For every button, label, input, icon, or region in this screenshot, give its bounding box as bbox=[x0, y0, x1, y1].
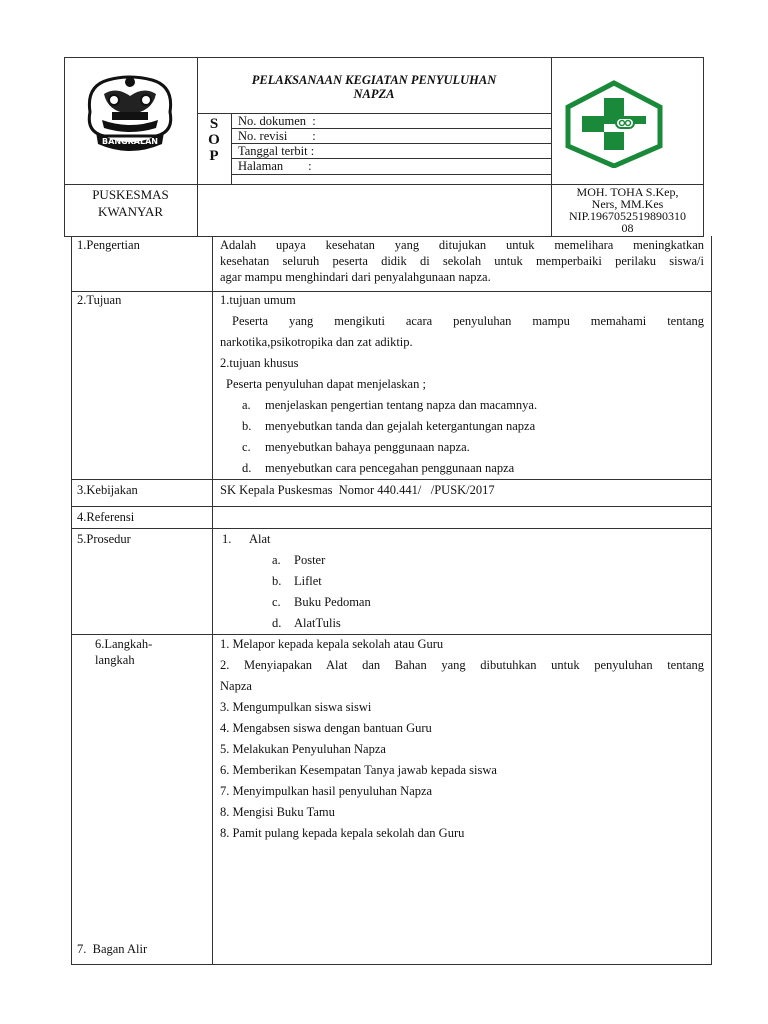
langkah-step: 7. Menyimpulkan hasil penyuluhan Napza bbox=[220, 784, 433, 798]
pengertian-line-2: kesehatan seluruh peserta didik di sekolah untuk memperbaiki perilaku siswa/i bbox=[220, 254, 704, 268]
langkah-step: 1. Melapor kepada kepala sekolah atau Guru bbox=[220, 637, 444, 651]
field-no-dokumen: No. dokumen : bbox=[238, 114, 316, 128]
tujuan-item-marker: b. bbox=[242, 419, 252, 433]
tujuan-item-text: menyebutkan bahaya penggunaan napza. bbox=[265, 440, 470, 454]
org-name-line-2: KWANYAR bbox=[98, 204, 163, 219]
prosedur-item-marker: d. bbox=[272, 616, 282, 630]
sop-letter-o: O bbox=[208, 132, 220, 148]
tujuan-umum-line-1: Peserta yang mengikuti acara penyuluhan mampu memahami tentang bbox=[232, 314, 704, 328]
signatory-line-2: Ners, MM.Kes bbox=[591, 197, 664, 211]
signatory-line-1: MOH. TOHA S.Kep, bbox=[576, 185, 679, 199]
prosedur-item-marker: b. bbox=[272, 574, 282, 588]
sop-letter-p: P bbox=[209, 148, 219, 164]
field-no-revisi: No. revisi : bbox=[238, 129, 316, 143]
tujuan-khusus-intro: Peserta penyuluhan dapat menjelaskan ; bbox=[226, 377, 426, 391]
title-line-2: NAPZA bbox=[353, 87, 395, 101]
signatory-line-4: 08 bbox=[621, 221, 634, 235]
pengertian-line-3: agar mampu menghindari dari penyalahgunaan napza. bbox=[220, 270, 491, 284]
document-title bbox=[200, 73, 548, 101]
label-langkah-line-2: langkah bbox=[95, 653, 135, 667]
tujuan-umum-heading: 1.tujuan umum bbox=[220, 293, 296, 307]
pengertian-line-1: Adalah upaya kesehatan yang ditujukan untuk memelihara meningkatkan bbox=[220, 238, 704, 252]
tujuan-item-marker: d. bbox=[242, 461, 252, 475]
langkah-step: 3. Mengumpulkan siswa siswi bbox=[220, 700, 372, 714]
kebijakan-text: SK Kepala Puskesmas Nomor 440.441/ /PUSK/2017 bbox=[220, 483, 495, 497]
sop-letters bbox=[198, 116, 230, 164]
label-pengertian: 1.Pengertian bbox=[77, 238, 140, 252]
tujuan-item-marker: a. bbox=[242, 398, 251, 412]
label-bagan-alir: 7. Bagan Alir bbox=[77, 942, 148, 956]
label-kebijakan: 3.Kebijakan bbox=[77, 483, 138, 497]
signatory bbox=[552, 186, 703, 234]
field-tanggal-terbit: Tanggal terbit : bbox=[238, 144, 315, 158]
tujuan-item-text: menjelaskan pengertian tentang napza dan macamnya. bbox=[265, 398, 538, 412]
langkah-step: 4. Mengabsen siswa dengan bantuan Guru bbox=[220, 721, 432, 735]
label-tujuan: 2.Tujuan bbox=[77, 293, 122, 307]
langkah-step: 6. Memberikan Kesempatan Tanya jawab kepada siswa bbox=[220, 763, 497, 777]
prosedur-item-text: Buku Pedoman bbox=[294, 595, 371, 609]
tujuan-item-marker: c. bbox=[242, 440, 251, 454]
label-langkah-line-1: 6.Langkah- bbox=[95, 637, 153, 651]
title-line-1: PELAKSANAAN KEGIATAN PENYULUHAN bbox=[251, 73, 497, 87]
puskesmas-logo bbox=[564, 80, 664, 168]
langkah-step: 2. Menyiapakan Alat dan Bahan yang dibutuhkan untuk penyuluhan tentang bbox=[220, 658, 704, 672]
org-name-line-1: PUSKESMAS bbox=[92, 187, 169, 202]
org-name bbox=[64, 186, 197, 220]
prosedur-item-marker: c. bbox=[272, 595, 281, 609]
field-halaman: Halaman : bbox=[238, 159, 312, 173]
tujuan-item-text: menyebutkan cara pencegahan penggunaan napza bbox=[265, 461, 515, 475]
prosedur-item-text: Liflet bbox=[294, 574, 322, 588]
prosedur-heading-marker: 1. bbox=[222, 532, 232, 546]
langkah-step: 8. Mengisi Buku Tamu bbox=[220, 805, 335, 819]
tujuan-item-text: menyebutkan tanda dan gejalah ketergantungan napza bbox=[265, 419, 536, 433]
prosedur-item-marker: a. bbox=[272, 553, 281, 567]
logo-banner-text: BANGKALAN bbox=[102, 137, 158, 146]
tujuan-khusus-heading: 2.tujuan khusus bbox=[220, 356, 299, 370]
signatory-line-3: NIP.1967052519890310 bbox=[568, 209, 686, 223]
prosedur-item-text: AlatTulis bbox=[294, 616, 341, 630]
prosedur-heading: Alat bbox=[249, 532, 271, 546]
label-prosedur: 5.Prosedur bbox=[77, 532, 131, 546]
label-referensi: 4.Referensi bbox=[77, 510, 135, 524]
bangkalan-logo bbox=[82, 72, 178, 152]
langkah-step-continued: Napza bbox=[220, 679, 252, 693]
prosedur-item-text: Poster bbox=[294, 553, 326, 567]
langkah-step: 8. Pamit pulang kepada kepala sekolah dan Guru bbox=[220, 826, 465, 840]
sop-letter-s: S bbox=[209, 116, 219, 132]
langkah-step: 5. Melakukan Penyuluhan Napza bbox=[220, 742, 386, 756]
tujuan-umum-line-2: narkotika,psikotropika dan zat adiktip. bbox=[220, 335, 413, 349]
